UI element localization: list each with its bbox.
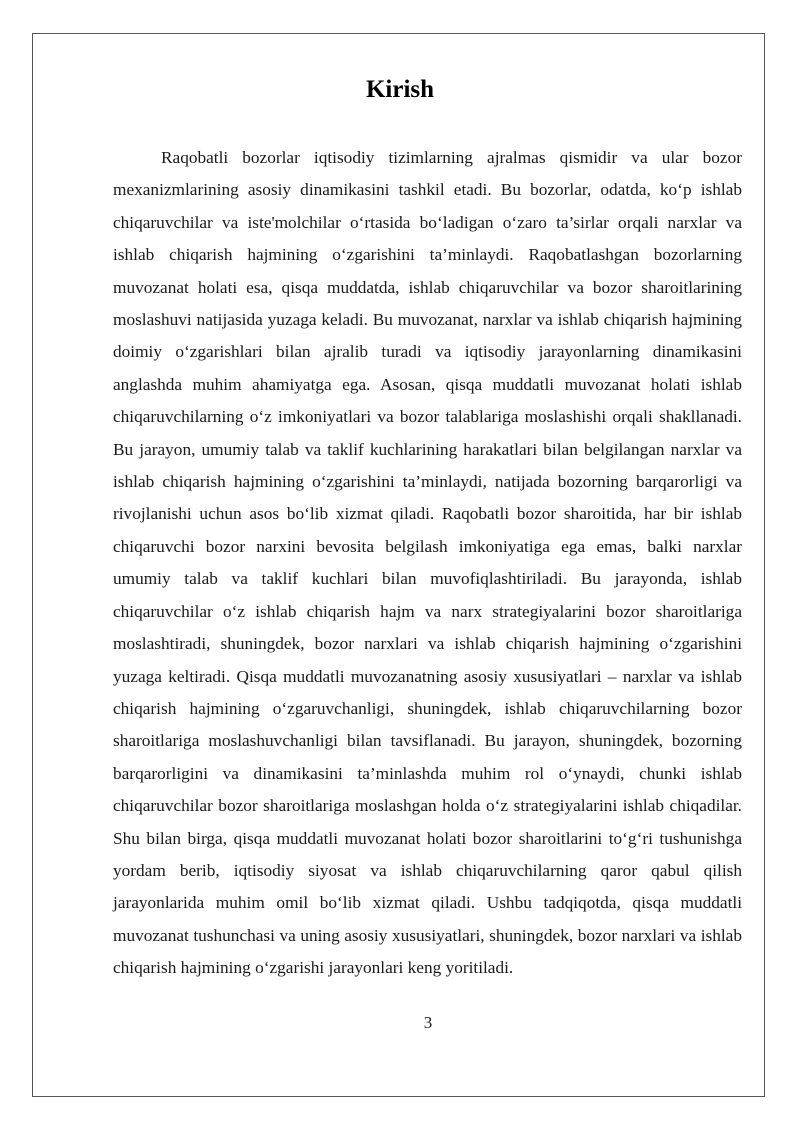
page-title: Kirish — [365, 76, 435, 103]
page-number: 3 — [423, 1013, 433, 1032]
body-paragraph: Raqobatli bozorlar iqtisodiy tizimlarning ajralmas qismidir va ular bozor mexanizmlarining asosiy dinamikasini tashkil etadi. Bu bozorlar, odatda, ko‘p ishlab chiqaruvchilar va iste'molchilar o‘rtasida bo‘ladigan o‘zaro ta’sirlar orqali narxlar va ishlab chiqarish hajmining o‘zgarishini ta’minlaydi. Raqobatlashgan bozorlarning muvozanat holati esa, qisqa muddatda, ishlab chiqaruvchilar va bozor sharoitlarining moslashuvi natijasida yuzaga keladi. Bu muvozanat, narxlar va ishlab chiqarish hajmining doimiy o‘zgarishlari bilan ajralib turadi va iqtisodiy jarayonlarning dinamikasini anglashda muhim ahamiyatga ega. Asosan, qisqa muddatli muvozanat holati ishlab chiqaruvchilarning o‘z imkoniyatlari va bozor talablariga moslashishi orqali shakllanadi. Bu jarayon, umumiy talab va taklif kuchlarining harakatlari bilan belgilangan narxlar va ishlab chiqarish hajmining o‘zgarishini ta’minlaydi, natijada bozorning barqarorligi va rivojlanishi uchun asos bo‘lib xizmat qiladi. Raqobatli bozor sharoitida, har bir ishlab chiqaruvchi bozor narxini bevosita belgilash imkoniyatiga ega emas, balki narxlar umumiy talab va taklif kuchlari bilan muvofiqlashtiriladi. Bu jarayonda, ishlab chiqaruvchilar o‘z ishlab chiqarish hajm va narx strategiyalarini bozor sharoitlariga moslashtiradi, shuningdek, bozor narxlari va ishlab chiqarish hajmining o‘zgarishini yuzaga keltiradi. Qisqa muddatli muvozanatning asosiy xususiyatlari – narxlar va ishlab chiqarish hajmining o‘zgaruvchanligi, shuningdek, ishlab chiqaruvchilarning bozor sharoitlariga moslashuvchanligi bilan tavsiflanadi. Bu jarayon, shuningdek, bozorning barqarorligini va dinamikasini ta’minlashda muhim rol o‘ynaydi, chunki ishlab chiqaruvchilar bozor sharoitlariga moslashgan holda o‘z strategiyalarini ishlab chiqadilar. Shu bilan birga, qisqa muddatli muvozanat holati bozor sharoitlarini to‘g‘ri tushunishga yordam berib, iqtisodiy siyosat va ishlab chiqaruvchilarning qaror qabul qilish jarayonlarida muhim omil bo‘lib xizmat qiladi. Ushbu tadqiqotda, qisqa muddatli muvozanat tushunchasi va uning asosiy xususiyatlari, shuningdek, bozor narxlari va ishlab chiqarish hajmining o‘zgarishi jarayonlari keng yoritiladi. — [113, 148, 742, 978]
